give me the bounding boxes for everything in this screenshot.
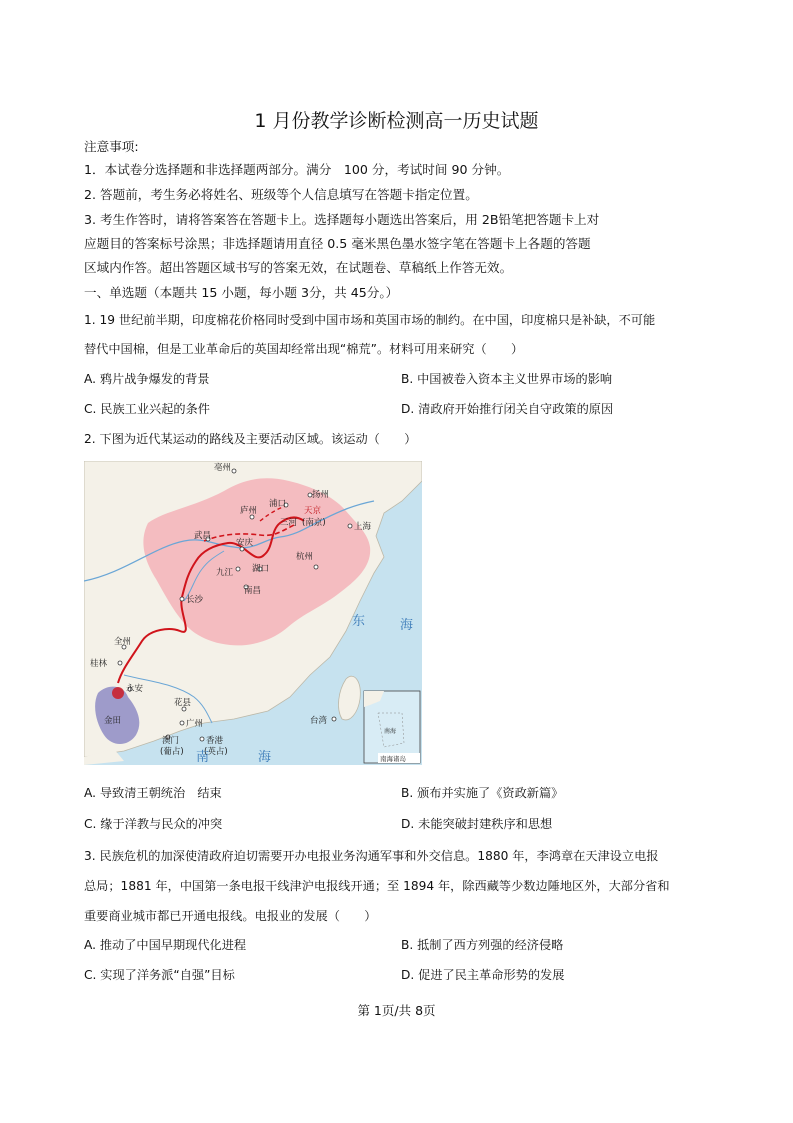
notice-heading: 注意事项:	[84, 139, 139, 154]
option-b: B. 中国被卷入资本主义世界市场的影响	[401, 372, 613, 386]
question-stem: 1. 19 世纪前半期，印度棉花价格同时受到中国市场和英国市场的制约。在中国，印度棉只是补缺，不可能	[84, 313, 656, 327]
option-d: D. 未能突破封建秩序和思想	[401, 817, 553, 831]
option-a: A. 导致清王朝统治 结束	[84, 786, 222, 800]
option-d: D. 清政府开始推行闭关自守政策的原因	[401, 402, 614, 416]
place-label: 上海	[354, 522, 372, 532]
place-label: (葡占)	[160, 747, 184, 757]
page-title: 1 月份教学诊断检测高一历史试题	[254, 110, 539, 132]
sea-label: 海	[258, 750, 272, 765]
place-label: 南昌	[244, 586, 262, 596]
question-stem: 3. 民族危机的加深使清政府迫切需要开办电报业务沟通军事和外交信息。1880 年，李鸿章在天津设立电报	[84, 849, 659, 863]
notice-item: 区域内作答。超出答题区域书写的答案无效，在试题卷、草稿纸上作答无效。	[84, 260, 513, 275]
option-b: B. 颁布并实施了《资政新篇》	[401, 786, 564, 800]
place-label: 湖口	[252, 564, 270, 574]
place-label: 花县	[174, 698, 192, 708]
place-label: 天京	[304, 506, 322, 516]
place-label: 浦口	[269, 499, 287, 509]
place-label: 永安	[126, 684, 144, 694]
place-label: 广州	[186, 719, 204, 729]
place-label: 长沙	[186, 595, 204, 605]
jintian-marker	[112, 687, 124, 699]
option-b: B. 抵制了西方列强的经济侵略	[401, 938, 564, 952]
question-stem: 替代中国棉，但是工业革命后的英国却经常出现“棉荒”。材料可用来研究（ ）	[84, 342, 524, 356]
place-label: 武昌	[194, 531, 212, 541]
place-label: 亳州	[214, 463, 232, 473]
sea-label: 南	[196, 750, 210, 765]
question-stem: 重要商业城市都已开通电报线。电报业的发展（ ）	[84, 909, 377, 923]
place-label: 全州	[114, 637, 132, 647]
place-label: (英占)	[204, 747, 228, 757]
inset-sea-label: 南海	[384, 728, 397, 735]
option-c: C. 缘于洋教与民众的冲突	[84, 817, 223, 831]
question-stem: 总局；1881 年，中国第一条电报干线津沪电报线开通；至 1894 年，除西藏等少数边陲地区外，大部分省和	[84, 879, 670, 893]
place-label: 庐州	[240, 506, 258, 516]
page-number: 第 1页/共 8页	[357, 1003, 436, 1018]
notice-item: 2. 答题前，考生务必将姓名、班级等个人信息填写在答题卡指定位置。	[84, 187, 478, 202]
section-heading: 一、单选题（本题共 15 小题，每小题 3分，共 45分。）	[84, 285, 399, 300]
place-label: 杭州	[296, 552, 314, 562]
option-c: C. 实现了洋务派“自强”目标	[84, 968, 235, 982]
inset-label: 南海诸岛	[380, 755, 406, 763]
place-label: 九江	[216, 568, 234, 578]
question-stem: 2. 下图为近代某运动的路线及主要活动区域。该运动（ ）	[84, 432, 417, 446]
notice-item: 1．本试卷分选择题和非选择题两部分。满分 100 分，考试时间 90 分钟。	[84, 162, 510, 177]
place-label: (南京)	[302, 518, 326, 528]
option-a: A. 鸦片战争爆发的背景	[84, 372, 210, 386]
taiping-route-map	[84, 461, 422, 765]
place-label: 扬州	[312, 490, 330, 500]
place-label: 香港	[206, 736, 224, 746]
sea-label: 东	[352, 614, 366, 629]
option-c: C. 民族工业兴起的条件	[84, 402, 210, 416]
place-label: 金田	[104, 716, 122, 726]
notice-item: 应题目的答案标号涂黑；非选择题请用直径 0.5 毫米黑色墨水签字笔在答题卡上各题的答题	[84, 236, 591, 251]
place-label: 安庆	[236, 538, 254, 548]
sea-label: 海	[400, 618, 414, 633]
place-label: 澳门	[162, 736, 180, 746]
place-label: 三河	[280, 518, 298, 528]
option-d: D. 促进了民主革命形势的发展	[401, 968, 565, 982]
place-label: 桂林	[90, 659, 108, 669]
notice-item: 3. 考生作答时，请将答案答在答题卡上。选择题每小题选出答案后，用 2B铅笔把答题卡上对	[84, 212, 600, 227]
place-label: 台湾	[310, 716, 328, 726]
option-a: A. 推动了中国早期现代化进程	[84, 938, 247, 952]
